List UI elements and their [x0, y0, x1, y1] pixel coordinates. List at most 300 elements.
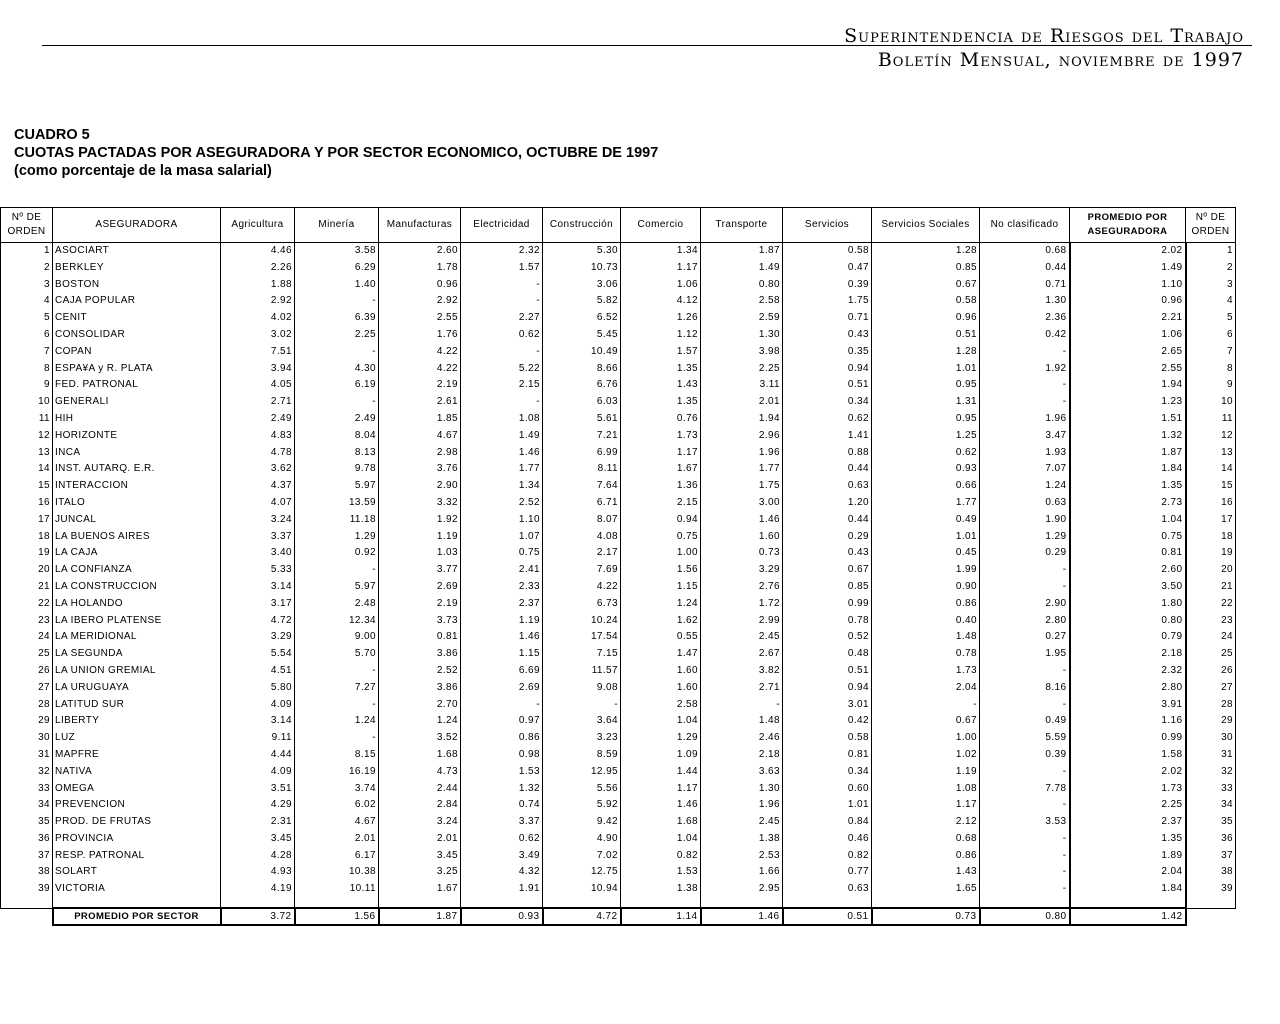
rate-cell: 1.53 [621, 864, 701, 881]
rate-cell: 2.01 [379, 831, 461, 848]
rate-cell: 2.69 [461, 680, 543, 697]
rate-cell: 3.62 [221, 461, 295, 478]
table-number: CUADRO 5 [14, 127, 90, 143]
order-number-right: 35 [1186, 814, 1236, 831]
rate-cell: 3.32 [379, 495, 461, 512]
insurer-average: 1.35 [1070, 478, 1186, 495]
rate-cell: - [980, 831, 1070, 848]
rate-cell: - [461, 697, 543, 714]
rate-cell: 2.80 [980, 613, 1070, 630]
rate-cell: 0.90 [872, 579, 980, 596]
rate-cell: 0.99 [783, 596, 872, 613]
rate-cell: 4.22 [543, 579, 621, 596]
rate-cell: 0.95 [872, 411, 980, 428]
rate-cell: 2.32 [461, 243, 543, 260]
rate-cell: - [461, 277, 543, 294]
table-row [1, 831, 1236, 848]
order-number: 26 [1, 663, 53, 680]
rate-cell: 2.04 [872, 680, 980, 697]
rate-cell: 0.58 [872, 293, 980, 310]
insurer-average: 2.02 [1070, 243, 1186, 260]
sector-header: Construcción [543, 208, 621, 243]
insurer-average: 1.84 [1070, 881, 1186, 898]
order-number-right: 26 [1186, 663, 1236, 680]
order-number: 8 [1, 361, 53, 378]
order-number-right: 14 [1186, 461, 1236, 478]
rate-cell: 2.25 [295, 327, 379, 344]
insurer-average: 2.04 [1070, 864, 1186, 881]
rate-cell: 1.38 [621, 881, 701, 898]
table-row [1, 881, 1236, 898]
rate-cell: 1.68 [379, 747, 461, 764]
rate-cell: 0.62 [461, 831, 543, 848]
insurer-name: PREVENCION [53, 797, 221, 814]
rate-cell: 1.24 [621, 596, 701, 613]
rate-cell: 2.26 [221, 260, 295, 277]
table-row [1, 663, 1236, 680]
rate-cell: - [980, 797, 1070, 814]
table-row [1, 327, 1236, 344]
rate-cell: 1.03 [379, 545, 461, 562]
rate-cell: 4.09 [221, 697, 295, 714]
order-number-header: Nº DE ORDEN [1, 208, 53, 243]
table-row [1, 377, 1236, 394]
rate-cell: 1.17 [621, 445, 701, 462]
rate-cell: 0.55 [621, 629, 701, 646]
table-row [1, 764, 1236, 781]
rate-cell: 4.73 [379, 764, 461, 781]
rate-cell: 12.75 [543, 864, 621, 881]
rate-cell: 3.06 [543, 277, 621, 294]
rate-cell: 4.51 [221, 663, 295, 680]
rate-cell: 1.60 [701, 529, 783, 546]
rate-cell: 0.80 [701, 277, 783, 294]
rate-cell: 1.08 [872, 781, 980, 798]
sector-average-value: 0.73 [872, 908, 980, 925]
table-row [1, 277, 1236, 294]
rate-cell: 0.44 [783, 512, 872, 529]
rate-cell: 2.25 [701, 361, 783, 378]
insurer-name: LA BUENOS AIRES [53, 529, 221, 546]
rate-cell: 3.29 [701, 562, 783, 579]
table-row [1, 697, 1236, 714]
rate-cell: 1.46 [621, 797, 701, 814]
rate-cell: 1.66 [701, 864, 783, 881]
table-row [1, 747, 1236, 764]
insurer-name: JUNCAL [53, 512, 221, 529]
sector-header: Electricidad [461, 208, 543, 243]
rate-cell: 1.00 [872, 730, 980, 747]
insurer-name: FED. PATRONAL [53, 377, 221, 394]
rate-cell: 3.37 [221, 529, 295, 546]
rate-cell: 0.58 [783, 730, 872, 747]
sector-average-value: 0.80 [980, 908, 1070, 925]
order-number-right: 23 [1186, 613, 1236, 630]
rate-cell: - [980, 344, 1070, 361]
footer-spacer [1186, 908, 1236, 925]
insurer-name: OMEGA [53, 781, 221, 798]
rate-cell: 0.51 [872, 327, 980, 344]
order-number-right: 33 [1186, 781, 1236, 798]
bulletin-issue: Boletín Mensual, noviembre de 1997 [877, 49, 1244, 71]
rate-cell: 1.38 [701, 831, 783, 848]
order-number-right: 25 [1186, 646, 1236, 663]
order-number: 7 [1, 344, 53, 361]
rate-cell: 0.96 [379, 277, 461, 294]
rate-cell: 4.83 [221, 428, 295, 445]
rate-cell: 3.52 [379, 730, 461, 747]
rate-cell: 6.02 [295, 797, 379, 814]
rate-cell: 7.78 [980, 781, 1070, 798]
rate-cell: 4.93 [221, 864, 295, 881]
rate-cell: 1.95 [980, 646, 1070, 663]
order-number-right: 18 [1186, 529, 1236, 546]
rate-cell: 0.58 [783, 243, 872, 260]
rate-cell: 8.66 [543, 361, 621, 378]
insurer-name: LA URUGUAYA [53, 680, 221, 697]
insurer-name: ESPA¥A y R. PLATA [53, 361, 221, 378]
table-row [1, 596, 1236, 613]
insurer-name: LA CONSTRUCCION [53, 579, 221, 596]
rate-cell: 1.15 [461, 646, 543, 663]
rate-cell: 4.22 [379, 361, 461, 378]
insurer-name: NATIVA [53, 764, 221, 781]
rate-cell: 2.17 [543, 545, 621, 562]
rate-cell: 5.70 [295, 646, 379, 663]
table-row [1, 361, 1236, 378]
sector-header: Servicios [783, 208, 872, 243]
rate-cell: 1.62 [621, 613, 701, 630]
rate-cell: 2.92 [221, 293, 295, 310]
rate-cell: 6.73 [543, 596, 621, 613]
table-row [1, 394, 1236, 411]
order-number-right: 27 [1186, 680, 1236, 697]
rate-cell: 9.00 [295, 629, 379, 646]
rate-cell: 0.35 [783, 344, 872, 361]
rate-cell: 8.04 [295, 428, 379, 445]
rate-cell: 6.52 [543, 310, 621, 327]
insurer-average: 2.73 [1070, 495, 1186, 512]
order-number-right: 11 [1186, 411, 1236, 428]
sector-average-value: 4.72 [543, 908, 621, 925]
insurer-name: LATITUD SUR [53, 697, 221, 714]
insurer-name: LA UNION GREMIAL [53, 663, 221, 680]
rate-cell: 4.02 [221, 310, 295, 327]
rate-cell: 1.04 [621, 713, 701, 730]
rate-cell: 1.77 [872, 495, 980, 512]
rate-cell: 7.27 [295, 680, 379, 697]
rate-cell: 0.71 [980, 277, 1070, 294]
order-number-right: 32 [1186, 764, 1236, 781]
rate-cell: 1.34 [461, 478, 543, 495]
rate-cell: 0.40 [872, 613, 980, 630]
rate-cell: 0.63 [980, 495, 1070, 512]
rate-cell: 0.73 [701, 545, 783, 562]
rate-cell: 0.94 [621, 512, 701, 529]
rate-cell: 3.24 [221, 512, 295, 529]
rate-cell: 1.17 [872, 797, 980, 814]
rate-cell: 0.92 [295, 545, 379, 562]
order-number: 15 [1, 478, 53, 495]
order-number: 10 [1, 394, 53, 411]
rate-cell: 3.51 [221, 781, 295, 798]
rate-cell: 1.77 [461, 461, 543, 478]
insurer-name: BERKLEY [53, 260, 221, 277]
rate-cell: 1.65 [872, 881, 980, 898]
rate-cell: 5.97 [295, 478, 379, 495]
rate-cell: 2.71 [701, 680, 783, 697]
order-number-right: 1 [1186, 243, 1236, 260]
rate-cell: 0.96 [872, 310, 980, 327]
table-row [1, 864, 1236, 881]
order-number: 30 [1, 730, 53, 747]
rate-cell: 0.84 [783, 814, 872, 831]
order-number-right: 9 [1186, 377, 1236, 394]
rate-cell: 0.86 [872, 596, 980, 613]
spacer-cell [1, 898, 53, 908]
rate-cell: 0.39 [980, 747, 1070, 764]
rate-cell: 1.47 [621, 646, 701, 663]
rate-cell: 0.43 [783, 545, 872, 562]
rate-cell: 0.27 [980, 629, 1070, 646]
rate-cell: 5.45 [543, 327, 621, 344]
rate-cell: 0.76 [621, 411, 701, 428]
table-row [1, 713, 1236, 730]
spacer-cell [980, 898, 1070, 908]
order-number: 9 [1, 377, 53, 394]
spacer-cell [1070, 898, 1186, 908]
sector-header: Comercio [621, 208, 701, 243]
order-number: 22 [1, 596, 53, 613]
sector-average-value: 0.51 [783, 908, 872, 925]
rate-cell: 0.42 [783, 713, 872, 730]
order-number-right: 16 [1186, 495, 1236, 512]
rate-cell: 1.19 [379, 529, 461, 546]
rate-cell: 1.76 [379, 327, 461, 344]
order-number: 18 [1, 529, 53, 546]
insurer-name: VICTORIA [53, 881, 221, 898]
rate-cell: 0.52 [783, 629, 872, 646]
rate-cell: 2.61 [379, 394, 461, 411]
rate-cell: 1.35 [621, 394, 701, 411]
order-number-right: 3 [1186, 277, 1236, 294]
rate-cell: 0.94 [783, 680, 872, 697]
rate-cell: 2.41 [461, 562, 543, 579]
insurer-average: 1.06 [1070, 327, 1186, 344]
rate-cell: 0.29 [980, 545, 1070, 562]
rate-cell: 2.92 [379, 293, 461, 310]
rate-cell: 10.11 [295, 881, 379, 898]
rate-cell: 4.09 [221, 764, 295, 781]
order-number: 32 [1, 764, 53, 781]
rate-cell: 0.81 [379, 629, 461, 646]
rate-cell: 0.51 [783, 663, 872, 680]
rate-cell: 2.55 [379, 310, 461, 327]
rate-cell: 0.44 [783, 461, 872, 478]
rate-cell: 2.99 [701, 613, 783, 630]
rate-cell: 0.85 [783, 579, 872, 596]
rate-cell: 0.88 [783, 445, 872, 462]
order-number: 28 [1, 697, 53, 714]
rate-cell: 3.86 [379, 680, 461, 697]
rate-cell: 3.58 [295, 243, 379, 260]
rate-cell: 1.35 [621, 361, 701, 378]
order-number-right: 38 [1186, 864, 1236, 881]
order-number-right: 39 [1186, 881, 1236, 898]
order-number-right: 30 [1186, 730, 1236, 747]
rate-cell: 0.48 [783, 646, 872, 663]
rate-cell: 2.46 [701, 730, 783, 747]
insurer-name: GENERALI [53, 394, 221, 411]
insurer-average: 2.18 [1070, 646, 1186, 663]
rate-cell: 1.92 [980, 361, 1070, 378]
rate-cell: 1.75 [701, 478, 783, 495]
rate-cell: - [295, 344, 379, 361]
rate-cell: 1.67 [379, 881, 461, 898]
rate-cell: - [980, 848, 1070, 865]
insurer-average: 1.35 [1070, 831, 1186, 848]
rate-cell: 1.99 [872, 562, 980, 579]
rate-cell: 11.57 [543, 663, 621, 680]
rate-cell: - [980, 864, 1070, 881]
table-row [1, 613, 1236, 630]
rate-cell: 5.80 [221, 680, 295, 697]
rate-cell: 3.73 [379, 613, 461, 630]
rate-cell: 1.75 [783, 293, 872, 310]
rate-cell: 12.34 [295, 613, 379, 630]
table-bottom-spacer [1, 898, 1236, 908]
spacer-cell [221, 898, 295, 908]
rate-cell: - [872, 697, 980, 714]
rate-cell: 1.28 [872, 243, 980, 260]
order-number-right: 15 [1186, 478, 1236, 495]
rate-cell: 1.73 [872, 663, 980, 680]
order-number: 27 [1, 680, 53, 697]
rate-cell: 2.45 [701, 814, 783, 831]
insurer-name: LA CAJA [53, 545, 221, 562]
insurer-name: LUZ [53, 730, 221, 747]
table-row [1, 680, 1236, 697]
rate-cell: 2.31 [221, 814, 295, 831]
insurer-average: 1.49 [1070, 260, 1186, 277]
rate-cell: 1.30 [701, 781, 783, 798]
insurer-average: 1.32 [1070, 428, 1186, 445]
order-number-right: 36 [1186, 831, 1236, 848]
rate-cell: 3.98 [701, 344, 783, 361]
rate-cell: - [980, 881, 1070, 898]
rate-cell: 5.59 [980, 730, 1070, 747]
table-row [1, 445, 1236, 462]
rate-cell: 4.67 [379, 428, 461, 445]
order-number-right: 6 [1186, 327, 1236, 344]
rate-cell: 5.22 [461, 361, 543, 378]
rate-cell: 3.37 [461, 814, 543, 831]
spacer-cell [872, 898, 980, 908]
sector-header: Agricultura [221, 208, 295, 243]
rate-cell: 2.19 [379, 596, 461, 613]
rate-cell: 1.68 [621, 814, 701, 831]
insurer-average: 0.80 [1070, 613, 1186, 630]
sector-header: Servicios Sociales [872, 208, 980, 243]
rate-cell: 0.86 [872, 848, 980, 865]
premium-rates-table [0, 207, 1236, 926]
order-number-header-right: Nº DE ORDEN [1186, 208, 1236, 243]
publisher-name: Superintendencia de Riesgos del Trabajo [844, 25, 1244, 47]
table-row [1, 428, 1236, 445]
rate-cell: 0.94 [783, 361, 872, 378]
rate-cell: 1.28 [872, 344, 980, 361]
rate-cell: 3.25 [379, 864, 461, 881]
rate-cell: 7.15 [543, 646, 621, 663]
spacer-cell [1186, 898, 1236, 908]
order-number: 13 [1, 445, 53, 462]
rate-cell: 2.76 [701, 579, 783, 596]
order-number: 12 [1, 428, 53, 445]
order-number: 5 [1, 310, 53, 327]
insurer-average: 1.84 [1070, 461, 1186, 478]
rate-cell: 10.24 [543, 613, 621, 630]
insurer-name: ITALO [53, 495, 221, 512]
insurer-name: LA SEGUNDA [53, 646, 221, 663]
rate-cell: 4.90 [543, 831, 621, 848]
insurer-average: 1.94 [1070, 377, 1186, 394]
rate-cell: 1.30 [980, 293, 1070, 310]
order-number: 36 [1, 831, 53, 848]
table-row [1, 495, 1236, 512]
insurer-average: 1.58 [1070, 747, 1186, 764]
rate-cell: 3.63 [701, 764, 783, 781]
rate-cell: 3.64 [543, 713, 621, 730]
rate-cell: 4.29 [221, 797, 295, 814]
sector-header: No clasificado [980, 208, 1070, 243]
order-number: 38 [1, 864, 53, 881]
header-row [1, 208, 1236, 243]
order-number: 37 [1, 848, 53, 865]
rate-cell: 1.29 [621, 730, 701, 747]
rate-cell: 3.77 [379, 562, 461, 579]
rate-cell: 1.30 [701, 327, 783, 344]
rate-cell: - [980, 663, 1070, 680]
rate-cell: 1.46 [701, 512, 783, 529]
rate-cell: 6.03 [543, 394, 621, 411]
rate-cell: 1.93 [980, 445, 1070, 462]
rate-cell: 1.24 [980, 478, 1070, 495]
insurer-name: PROD. DE FRUTAS [53, 814, 221, 831]
rate-cell: 4.32 [461, 864, 543, 881]
rate-cell: 0.86 [461, 730, 543, 747]
order-number-right: 22 [1186, 596, 1236, 613]
rate-cell: 13.59 [295, 495, 379, 512]
rate-cell: 0.62 [783, 411, 872, 428]
rate-cell: 0.45 [872, 545, 980, 562]
rate-cell: 0.47 [783, 260, 872, 277]
rate-cell: - [543, 697, 621, 714]
rate-cell: 1.12 [621, 327, 701, 344]
rate-cell: 2.49 [221, 411, 295, 428]
rate-cell: 2.59 [701, 310, 783, 327]
order-number: 35 [1, 814, 53, 831]
rate-cell: - [980, 562, 1070, 579]
rate-cell: 2.52 [379, 663, 461, 680]
rate-cell: 1.49 [701, 260, 783, 277]
table-subtitle: (como porcentaje de la masa salarial) [14, 163, 272, 179]
rate-cell: - [295, 663, 379, 680]
rate-cell: 3.45 [379, 848, 461, 865]
insurer-name: MAPFRE [53, 747, 221, 764]
rate-cell: 12.95 [543, 764, 621, 781]
rate-cell: 0.62 [872, 445, 980, 462]
insurer-average: 3.50 [1070, 579, 1186, 596]
